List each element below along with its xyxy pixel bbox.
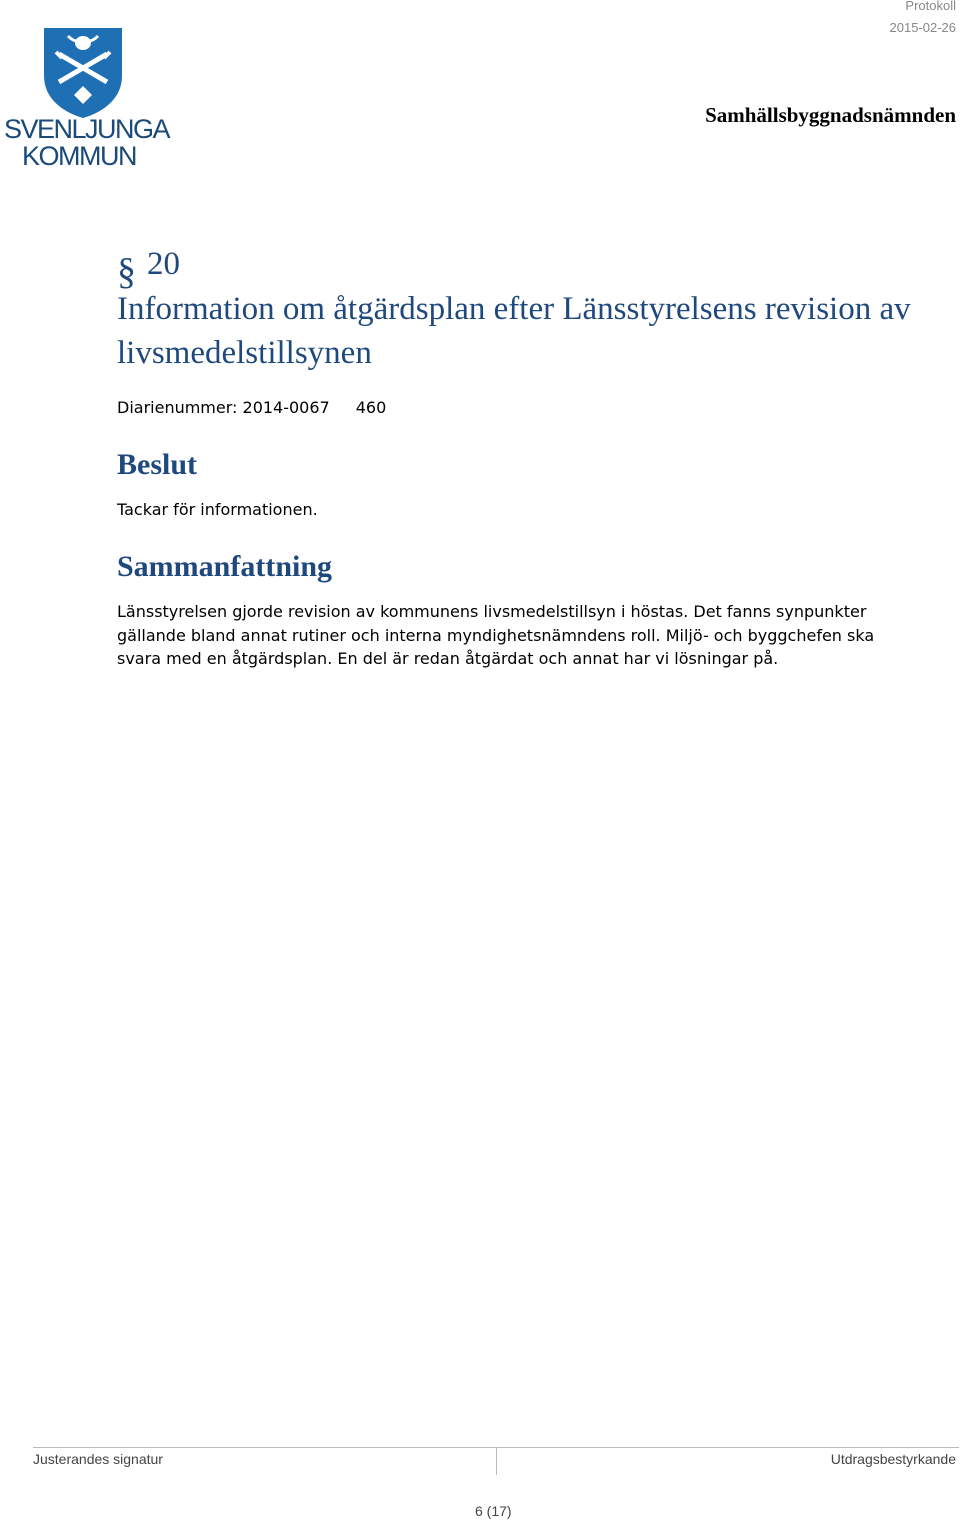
paragraph-number: 20 [147, 246, 180, 282]
certification-label: Utdragsbestyrkande [830, 1451, 956, 1467]
logo-line-1: SVENLJUNGA [4, 114, 170, 144]
diary-code: 460 [355, 398, 387, 417]
paragraph-sign: § [117, 251, 136, 293]
document-type: Protokoll [905, 0, 956, 13]
footer-divider [496, 1447, 497, 1475]
sammanfattning-text: Länsstyrelsen gjorde revision av kommunens livsmedelstillsyn i höstas. Det fanns synpunkter gällande bland annat rutiner och interna myndighetsnämndens roll. Miljö- och byggchefen ska svara med en åtgärdsplan. En del är redan åtgärdat och annat har vi lösningar på. [117, 602, 875, 668]
page-number: 6 (17) [475, 1503, 512, 1519]
signature-label: Justerandes signatur [33, 1451, 163, 1467]
document-date: 2015-02-26 [889, 20, 956, 35]
beslut-text: Tackar för informationen. [117, 500, 318, 519]
diary-number [117, 398, 386, 417]
sammanfattning-heading: Sammanfattning [117, 550, 333, 583]
municipality-logo [4, 26, 170, 176]
diary-number-label: Diarienummer: 2014-0067 [117, 398, 330, 417]
beslut-heading: Beslut [117, 448, 198, 481]
logo-line-2: KOMMUN [22, 141, 136, 171]
section-title: Information om åtgärdsplan efter Länsstyrelsens revision av livsmedelstillsynen [117, 291, 911, 371]
committee-name: Samhällsbyggnadsnämnden [705, 103, 956, 127]
